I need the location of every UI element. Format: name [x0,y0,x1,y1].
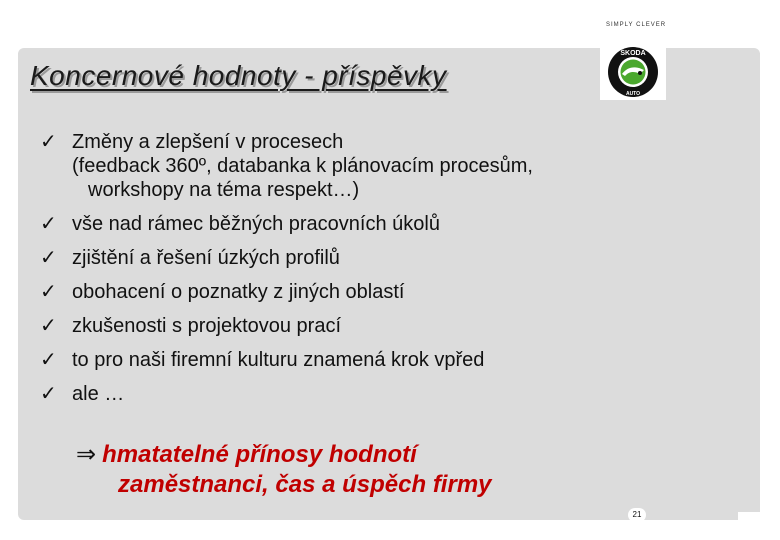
list-item [40,212,740,236]
bullet-line: zjištění a řešení úzkých profilů [72,247,340,269]
skoda-logo-icon [600,44,666,100]
check-icon: ✓ [40,383,57,405]
slide-title: Koncernové hodnoty - příspěvky [30,60,447,91]
list-item [40,246,740,270]
logo-bottom-text: AUTO [625,91,641,97]
list-item [40,280,740,304]
check-icon: ✓ [40,349,57,371]
list-item [40,314,740,338]
check-icon: ✓ [40,315,57,337]
check-icon: ✓ [40,281,57,303]
result-line-2: zaměstnanci, čas a úspěch firmy [118,471,492,498]
page-number: 21 [628,508,646,522]
bullet-line: vše nad rámec běžných pracovních úkolů [72,213,440,235]
check-icon: ✓ [40,247,57,269]
skoda-logo [600,44,666,100]
bullet-line: to pro naši firemní kulturu znamená krok vpřed [72,349,485,371]
bullet-line: ale … [72,383,125,405]
brand-tagline: SIMPLY CLEVER [606,22,667,28]
bullet-line: obohacení o poznatky z jiných oblastí [72,281,405,303]
bullet-line: Změny a zlepšení v procesech [72,131,344,153]
list-item [40,348,740,372]
bullet-line: (feedback 360º, databanka k plánovacím procesům, [72,155,533,177]
bullet-list [40,130,740,416]
logo-top-text: ŠKODA [620,50,646,57]
check-icon: ✓ [40,213,57,235]
result-line-1: hmatatelné přínosy hodnotí [102,441,417,468]
implies-arrow-icon: ⇒ [76,441,97,468]
list-item [40,382,740,406]
list-item [40,130,740,202]
bullet-line: workshopy na téma respekt…) [88,179,360,201]
result-statement [76,440,492,500]
check-icon: ✓ [40,131,57,153]
bullet-line: zkušenosti s projektovou prací [72,315,342,337]
corner-tab [738,512,760,520]
